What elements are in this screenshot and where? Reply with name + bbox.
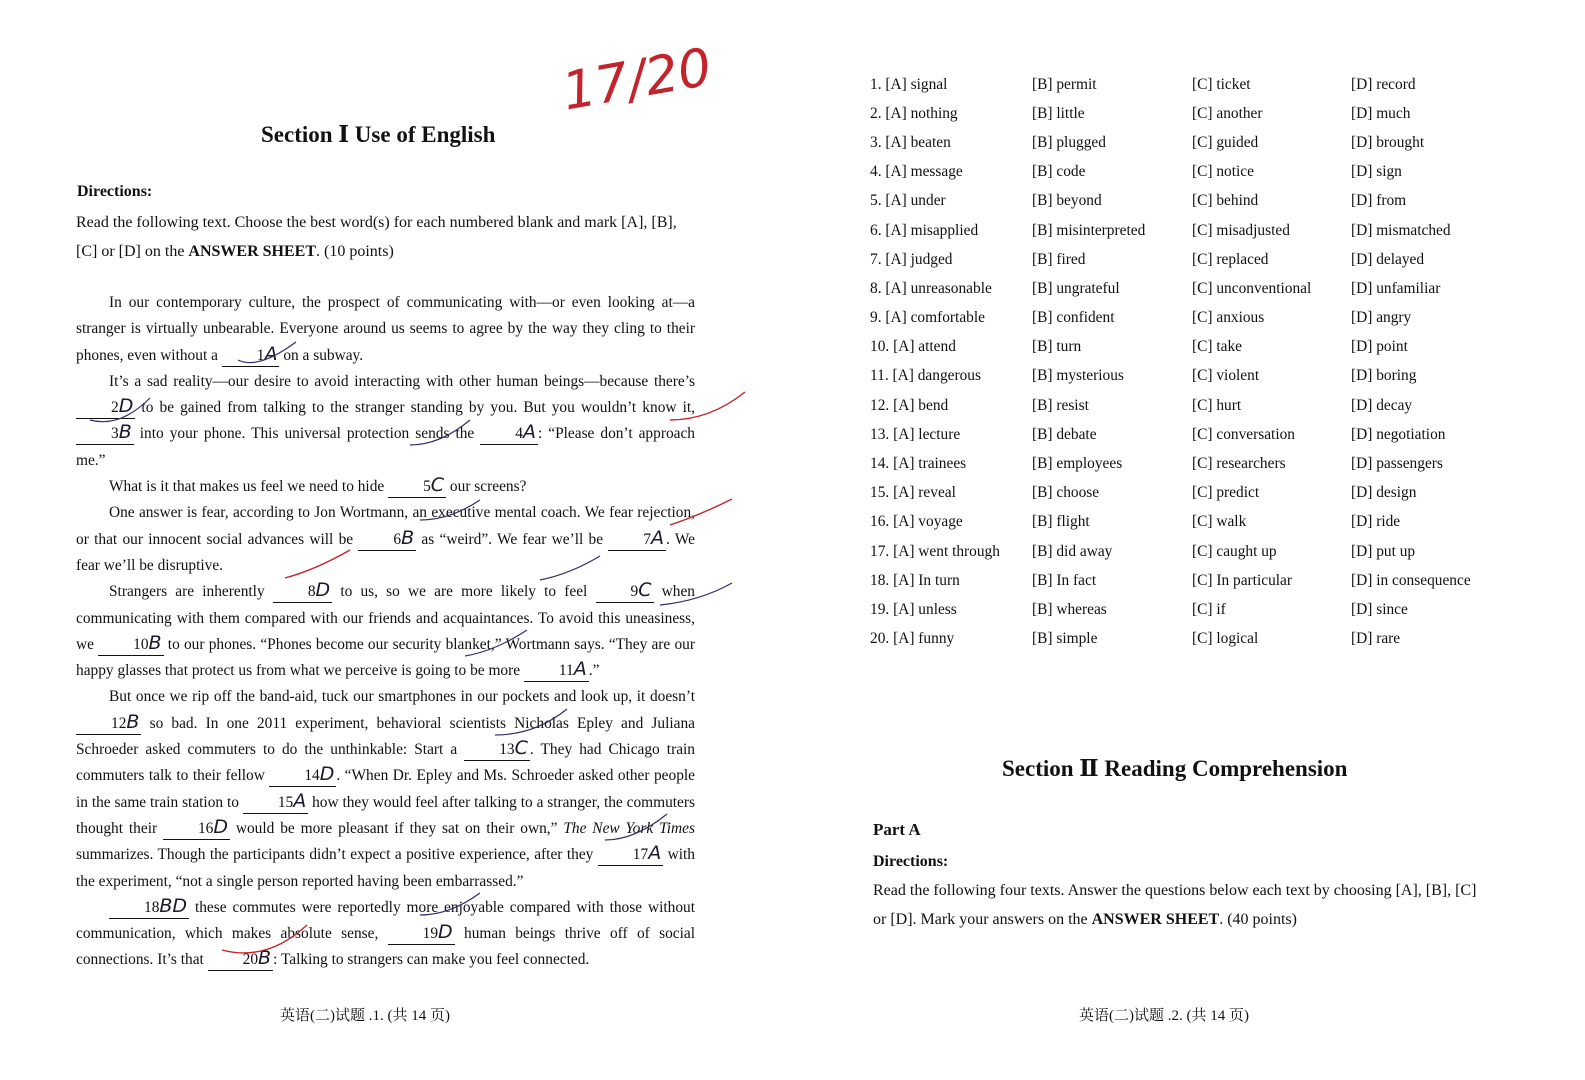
blank-17 (598, 843, 663, 866)
option-b: [B] fired (1032, 250, 1086, 268)
directions-label: Directions: (77, 183, 153, 200)
blank-number: 6 (393, 530, 402, 548)
option-c: [C] In particular (1192, 571, 1292, 589)
blank-5 (388, 475, 446, 498)
paragraph-7: 18BD these commutes were reportedly more enjoyable compared with those without communication, which makes absolute sense, 19D human beings thrive off of social connections. It’s that 20B : Talking to strangers can make you feel connected. (76, 894, 695, 970)
option-d: [D] passengers (1351, 455, 1443, 473)
handwritten-answer: A (293, 789, 307, 812)
option-b: [B] resist (1032, 396, 1089, 414)
option-c: [C] if (1192, 600, 1226, 618)
blank-14 (269, 764, 336, 787)
blank-7 (608, 528, 666, 551)
option-c: [C] conversation (1192, 425, 1295, 443)
instructions-2: Read the following four texts. Answer the questions below each text by choosing [A], [B], [C] or [D]. Mark your answers on the ANSWER SHEET. (40 points) (873, 882, 1477, 928)
option-a: 20. [A] funny (870, 630, 955, 648)
option-d: [D] rare (1351, 630, 1401, 648)
option-d: [D] from (1351, 192, 1407, 210)
blank-20 (208, 948, 273, 971)
options-table (870, 70, 1570, 654)
blank-number: 7 (643, 530, 652, 548)
blank-16 (163, 817, 230, 840)
option-b: [B] permit (1032, 75, 1097, 93)
handwritten-answer: B (401, 526, 415, 549)
option-d: [D] mismatched (1351, 221, 1451, 239)
option-c: [C] guided (1192, 133, 1259, 151)
handwritten-answer: A (648, 842, 662, 865)
blank-18 (109, 896, 189, 919)
option-a: 6. [A] misapplied (870, 221, 979, 239)
blank-number: 12 (111, 714, 127, 732)
handwritten-answer: D (213, 815, 228, 838)
option-a: 19. [A] unless (870, 600, 957, 618)
blank-number: 18 (144, 898, 160, 916)
option-c: [C] notice (1192, 163, 1254, 181)
blank-number: 10 (133, 635, 149, 653)
option-d: [D] design (1351, 484, 1417, 502)
blank-number: 5 (423, 478, 431, 496)
handwritten-answer: B (148, 631, 162, 654)
option-a: 1. [A] signal (870, 75, 948, 93)
blank-15 (243, 791, 308, 814)
option-a: 18. [A] In turn (870, 571, 960, 589)
option-b: [B] mysterious (1032, 367, 1124, 385)
option-c: [C] logical (1192, 630, 1259, 648)
option-row (870, 449, 1570, 478)
blank-number: 1 (256, 346, 265, 364)
option-d: [D] delayed (1351, 250, 1425, 268)
blank-8 (273, 580, 332, 603)
option-b: [B] code (1032, 163, 1086, 181)
blank-10 (98, 633, 163, 656)
blank-6 (358, 528, 416, 551)
option-c: [C] take (1192, 338, 1242, 356)
option-c: [C] predict (1192, 484, 1260, 502)
option-row (870, 508, 1570, 537)
handwritten-answer: C (638, 579, 652, 602)
option-a: 2. [A] nothing (870, 104, 958, 122)
option-d: [D] record (1351, 75, 1416, 93)
option-d: [D] boring (1351, 367, 1417, 385)
option-d: [D] unfamiliar (1351, 279, 1441, 297)
option-c: [C] caught up (1192, 542, 1277, 560)
option-c: [C] unconventional (1192, 279, 1312, 297)
blank-number: 13 (499, 741, 515, 759)
option-row (870, 158, 1570, 187)
paragraph-5: Strangers are inherently 8D to us, so we are more likely to feel 9C when communicating with them compared with our friends and acquaintances. To avoid this uneasiness, we 10B to our phones. “Phones become our security blanket,” Wortmann says. “They are our happy glasses that protect us from what we perceive is going to be more 11A .” (76, 579, 696, 681)
blank-number: 15 (277, 793, 294, 811)
option-c: [C] replaced (1192, 250, 1269, 268)
blank-1 (222, 344, 280, 367)
option-d: [D] in consequence (1351, 571, 1471, 589)
option-row (870, 333, 1570, 362)
option-row (870, 128, 1570, 157)
option-c: [C] hurt (1192, 396, 1242, 414)
option-row (870, 595, 1570, 624)
option-row (870, 274, 1570, 303)
option-b: [B] little (1032, 104, 1085, 122)
option-a: 3. [A] beaten (870, 133, 951, 151)
option-a: 9. [A] comfortable (870, 309, 985, 327)
paragraph-1: In our contemporary culture, the prospect of communicating with—or even looking at—a stranger is virtually unbearable. Everyone around us seems to agree by the way they cling to their phones, even without a 1A on a subway. (76, 294, 695, 365)
blank-number: 16 (197, 819, 214, 837)
option-a: 12. [A] bend (870, 396, 949, 414)
blank-2 (76, 396, 135, 419)
option-row (870, 70, 1570, 99)
handwritten-answer: C (514, 737, 528, 760)
option-row (870, 245, 1570, 274)
option-row (870, 625, 1570, 654)
paragraph-2: It’s a sad reality—our desire to avoid interacting with other human beings—because there’s 2D to be gained from talking to the stranger standing by you. But you wouldn’t know it, 3B into your phone. This universal protection sends the 4A : “Please don’t approach me.” (76, 372, 695, 469)
option-d: [D] sign (1351, 163, 1402, 181)
handwritten-answer: C (430, 474, 445, 497)
paragraph-4: One answer is fear, according to Jon Wortmann, an executive mental coach. We fear rejection, or that our innocent social advances will be 6B as “weird”. We fear we’ll be 7A . We fear we’ll be disruptive. (76, 504, 695, 574)
option-b: [B] turn (1032, 338, 1082, 356)
right-page (790, 0, 1585, 1080)
option-row (870, 304, 1570, 333)
option-row (870, 537, 1570, 566)
option-b: [B] misinterpreted (1032, 221, 1146, 239)
paragraph-3: What is it that makes us feel we need to hide 5C our screens? (109, 474, 527, 497)
option-c: [C] walk (1192, 513, 1247, 531)
blank-19 (388, 922, 455, 945)
option-c: [C] another (1192, 104, 1263, 122)
option-row (870, 187, 1570, 216)
option-d: [D] negotiation (1351, 425, 1446, 443)
blank-12 (76, 712, 141, 735)
option-row (870, 362, 1570, 391)
option-b: [B] choose (1032, 484, 1100, 502)
directions-label-2: Directions: (873, 853, 949, 870)
option-row (870, 391, 1570, 420)
option-row (870, 99, 1570, 128)
option-b: [B] plugged (1032, 133, 1106, 151)
option-row (870, 420, 1570, 449)
option-a: 7. [A] judged (870, 250, 953, 268)
paragraph-6: But once we rip off the band-aid, tuck our smartphones in our pockets and look up, it doesn’t 12B so bad. In one 2011 experiment, behavioral scientists Nicholas Epley and Juliana Schroeder asked commuters to do the unthinkable: Start a 13C . They had Chicago train commuters talk to their fellow 14D . “When Dr. Epley and Ms. Schroeder asked other people in the same train station to 15A how they would feel after talking to a stranger, the commuters thought their 16D would be more pleasant if they sat on their own,” The New York Times summarizes. Though the participants didn’t expect a positive experience, after they 17A with the experiment, “not a single person reported having been embarrassed.” (76, 688, 695, 890)
handwritten-answer: D (315, 579, 331, 602)
blank-11 (524, 659, 589, 682)
option-a: 5. [A] under (870, 192, 946, 210)
option-b: [B] flight (1032, 513, 1090, 531)
option-row (870, 566, 1570, 595)
blank-number: 4 (515, 425, 523, 443)
handwritten-answer: A (651, 526, 665, 549)
option-b: [B] ungrateful (1032, 279, 1120, 297)
handwritten-answer: A (522, 421, 536, 444)
blank-number: 17 (632, 846, 649, 864)
blank-number: 2 (111, 399, 119, 417)
left-page (0, 0, 790, 1080)
blank-number: 11 (558, 662, 574, 680)
option-c: [C] ticket (1192, 75, 1251, 93)
option-a: 17. [A] went through (870, 542, 1000, 560)
handwritten-answer: A (573, 658, 587, 681)
handwritten-answer: BD (159, 894, 188, 917)
option-b: [B] confident (1032, 309, 1115, 327)
option-row (870, 216, 1570, 245)
handwritten-answer: B (126, 710, 140, 733)
part-a-label: Part A (873, 820, 921, 839)
page-footer-2: 英语(二)试题 .2. (共 14 页) (1079, 1008, 1249, 1024)
option-d: [D] put up (1351, 542, 1416, 560)
option-b: [B] simple (1032, 630, 1098, 648)
blank-number: 9 (630, 583, 639, 601)
blank-number: 20 (242, 951, 259, 969)
cloze-passage (76, 290, 695, 974)
option-c: [C] anxious (1192, 309, 1265, 327)
option-d: [D] much (1351, 104, 1411, 122)
option-d: [D] angry (1351, 309, 1412, 327)
option-d: [D] decay (1351, 396, 1413, 414)
handwritten-score: 17/20 (557, 37, 716, 123)
blank-number: 3 (111, 425, 119, 443)
handwritten-answer: D (319, 763, 335, 786)
handwritten-answer: B (258, 947, 272, 970)
option-a: 15. [A] reveal (870, 484, 956, 502)
handwritten-answer: D (118, 395, 134, 418)
option-a: 10. [A] attend (870, 338, 956, 356)
option-d: [D] point (1351, 338, 1408, 356)
option-c: [C] behind (1192, 192, 1259, 210)
option-a: 8. [A] unreasonable (870, 279, 992, 297)
blank-number: 8 (307, 583, 316, 601)
instructions: Read the following text. Choose the best word(s) for each numbered blank and mark [A], [B], [C] or [D] on the ANSWER SHEET. (10 points) (76, 214, 677, 260)
option-row (870, 479, 1570, 508)
option-a: 13. [A] lecture (870, 425, 961, 443)
blank-3 (76, 422, 134, 445)
handwritten-answer: B (118, 421, 132, 444)
option-b: [B] In fact (1032, 571, 1097, 589)
blank-number: 14 (304, 767, 320, 785)
section-title: Section Ⅰ Use of English (261, 122, 496, 147)
option-d: [D] brought (1351, 133, 1425, 151)
option-b: [B] debate (1032, 425, 1097, 443)
section-2-title: Section Ⅱ Reading Comprehension (1002, 756, 1348, 781)
option-d: [D] ride (1351, 513, 1401, 531)
option-d: [D] since (1351, 600, 1408, 618)
blank-number: 19 (422, 925, 439, 943)
blank-13 (464, 738, 530, 761)
option-b: [B] whereas (1032, 600, 1107, 618)
option-c: [C] misadjusted (1192, 221, 1290, 239)
option-b: [B] employees (1032, 455, 1123, 473)
blank-4 (480, 422, 538, 445)
option-b: [B] did away (1032, 542, 1113, 560)
option-a: 11. [A] dangerous (870, 367, 981, 385)
option-c: [C] violent (1192, 367, 1260, 385)
blank-9 (596, 580, 654, 603)
option-c: [C] researchers (1192, 455, 1286, 473)
option-a: 14. [A] trainees (870, 455, 967, 473)
option-a: 4. [A] message (870, 163, 963, 181)
option-b: [B] beyond (1032, 192, 1102, 210)
option-a: 16. [A] voyage (870, 513, 963, 531)
handwritten-answer: A (264, 342, 278, 365)
handwritten-answer: D (438, 921, 453, 944)
page-footer-1: 英语(二)试题 .1. (共 14 页) (280, 1008, 450, 1024)
